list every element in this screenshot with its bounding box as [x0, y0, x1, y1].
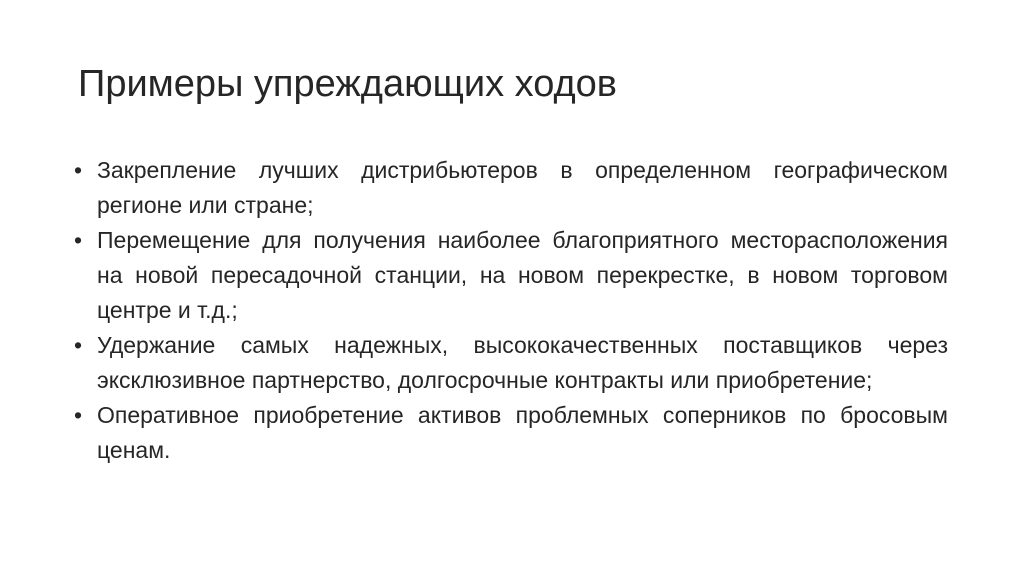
list-item: [70, 223, 948, 328]
bullet-icon: •: [74, 227, 83, 253]
bullet-text: Оперативное приобретение активов проблемных соперников по бросовым ценам.: [97, 402, 948, 463]
bullet-icon: •: [74, 332, 83, 358]
bullet-icon: •: [74, 157, 83, 183]
list-item: [70, 328, 948, 398]
bullet-text: Удержание самых надежных, высококачественных поставщиков через эксклюзивное партнерство, долгосрочные контракты или приобретение;: [97, 332, 948, 393]
list-item: [70, 398, 948, 468]
slide-title: Примеры упреждающих ходов: [78, 63, 617, 105]
bullet-text: Закрепление лучших дистрибьютеров в определенном географическом регионе или стране;: [97, 157, 948, 218]
bullet-text: Перемещение для получения наиболее благоприятного месторасположения на новой пересадочной станции, на новом перекрестке, в новом торговом центре и т.д.;: [97, 227, 948, 323]
list-item: [70, 153, 948, 223]
bullet-list: [70, 153, 948, 468]
bullet-icon: •: [74, 402, 83, 428]
